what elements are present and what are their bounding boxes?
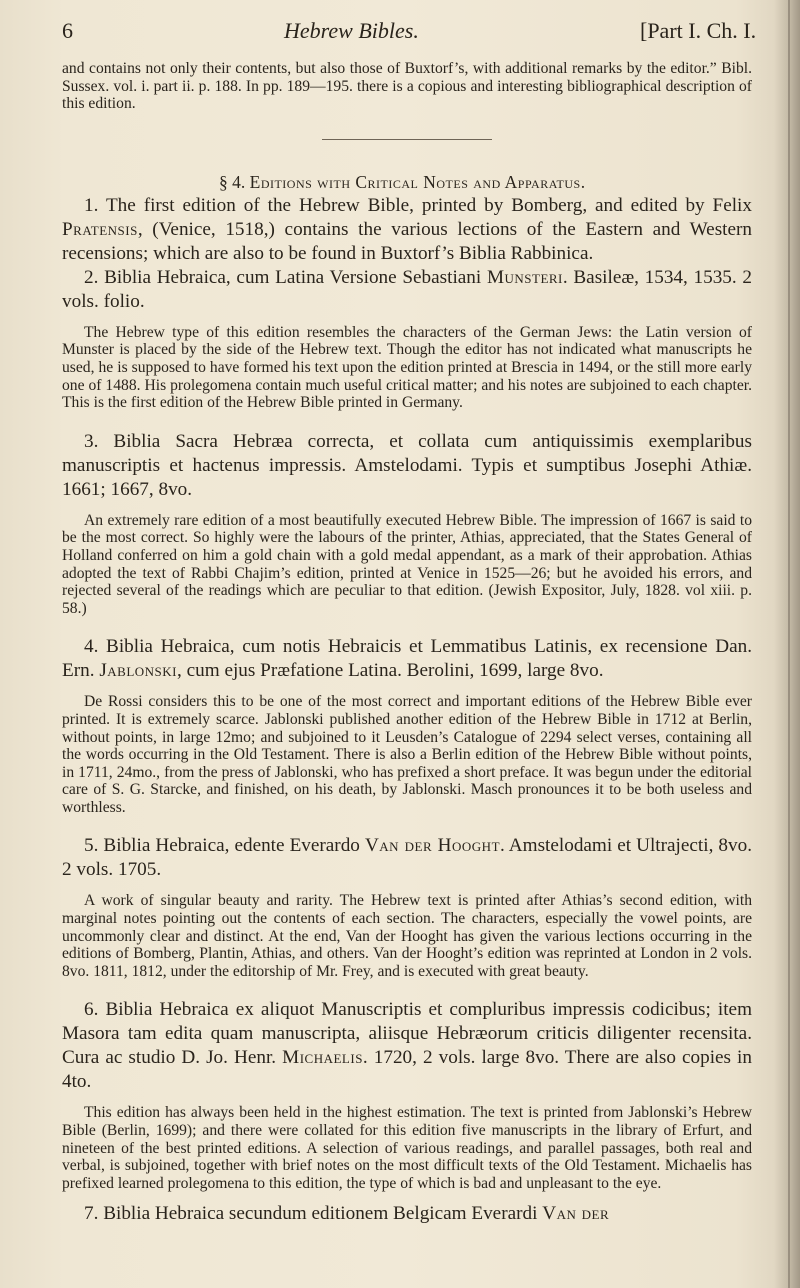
entry-7-title-text: 7. Biblia Hebraica secundum editionem Belgicam Everardi	[84, 1203, 543, 1225]
section-divider	[322, 139, 492, 140]
entry-7-editor: Van der	[542, 1203, 610, 1225]
section-number: § 4.	[219, 171, 246, 192]
entry-2-note: The Hebrew type of this edition resembles the characters of the German Jews: the Latin version of Munster is placed by the side of the Hebrew text. Though the editor has not indicated what manuscripts he used, he is supposed to have formed his text upon the edition printed at Brescia in 1494, or the still more early one of 1488. His prolegomena contain much useful critical matter; and his notes are subjoined to each chapter. This is the first edition of the Hebrew Bible printed in Germany.	[62, 323, 752, 412]
entry-4-note: De Rossi considers this to be one of the most correct and important editions of the Hebrew Bible ever printed. It is extremely scarce. Jablonski published another edition of the Hebrew Bible in 1712 at Berlin, without points, in large 12mo; and subjoined to it Leusden’s Catalogue of 2294 select verses, containing all the words occurring in the Old Testament. There is also a Berlin edition of the Hebrew Bible without points, in 1711, 24mo., from the press of Jablonski, who has prefixed a short preface. It was begun under the editorial care of S. G. Starcke, and finished, on his death, by Jablonski. Masch pronounces it to be both useless and worthless.	[62, 693, 752, 816]
intro-paragraph: and contains not only their contents, but also those of Buxtorf’s, with additional remarks by the editor.” Bibl. Sussex. vol. i. part ii. p. 188. In pp. 189—195. there is a copious and interesting bibliographical description of this edition.	[62, 60, 752, 113]
page-body	[62, 60, 752, 1226]
entry-5-editor: Van der Hooght	[364, 835, 501, 857]
page-number: 6	[62, 18, 73, 43]
entry-5-note: A work of singular beauty and rarity. The Hebrew text is printed after Athias’s second edition, with marginal notes pointing out the contents of each section. The characters, especially the vowel points, are uncommonly clear and distinct. At the end, Van der Hooght has given the various lections occurring in the editions of Bomberg, Plantin, Athias, and others. Van der Hooght’s edition was reprinted at London in 2 vols. 8vo. 1811, 1812, under the editorship of Mr. Frey, and is executed with great beauty.	[62, 892, 752, 980]
entry-1-title-text: 1. The first edition of the Hebrew Bible, printed by Bomberg, and edited by Felix	[84, 194, 752, 216]
entry-1-title-rest: , (Venice, 1518,) contains the various lections of the Eastern and Western recensions; which are also to be found in Buxtorf’s Biblia Rabbinica.	[62, 218, 752, 264]
entry-4-title-rest: , cum ejus Præfatione Latina. Berolini, 1699, large 8vo.	[177, 660, 604, 682]
entry-7-title	[62, 1202, 752, 1226]
entry-3-title	[62, 430, 752, 502]
spine-edge	[788, 0, 790, 1288]
entry-2-title	[62, 266, 752, 314]
entry-6-editor: Michaelis	[282, 1047, 363, 1069]
entry-4-title-text: 4. Biblia Hebraica, cum notis Hebraicis et Lemmatibus Latinis, ex recensione Dan. Ern.	[62, 636, 752, 682]
running-head	[62, 18, 762, 44]
entry-1-editor: Pratensis	[62, 218, 138, 240]
entry-5-title-rest: . Amstelodami et Ultrajecti, 8vo. 2 vols. 1705.	[62, 835, 752, 881]
entry-6-title	[62, 998, 752, 1094]
entry-6-note: This edition has always been held in the highest estimation. The text is printed from Jablonski’s Hebrew Bible (Berlin, 1699); and there were collated for this edition five manuscripts in the library of Erfurt, and nineteen of the best printed editions. A selection of various readings, and parallel passages, both real and verbal, is subjoined, together with brief notes on the most difficult texts of the Old Testament. Michaelis has prefixed learned prolegomena to this edition, the type of which is bad and unpleasant to the eye.	[62, 1104, 752, 1192]
entry-2-editor: Munsteri	[486, 266, 563, 288]
entry-2-title-text: 2. Biblia Hebraica, cum Latina Versione Sebastiani	[84, 266, 487, 288]
entry-3-note: An extremely rare edition of a most beautifully executed Hebrew Bible. The impression of 1667 is said to be the most correct. So highly were the labours of the printer, Athias, appreciated, that the States General of Holland conferred on him a gold chain with a gold medal appendant, as a mark of their approbation. Athias adopted the text of Rabbi Chajim’s edition, printed at Venice in 1525—26; but he avoided his errors, and rejected several of the readings which are peculiar to that edition. (Jewish Expositor, July, 1828. vol xiii. p. 58.)	[62, 511, 752, 617]
entry-5-title-text: 5. Biblia Hebraica, edente Everardo	[84, 835, 365, 857]
entry-4-editor: Jablonski	[99, 660, 178, 682]
entry-4-title	[62, 635, 752, 683]
section-title: Editions with Critical Notes and Apparatus.	[249, 171, 586, 192]
entry-6-title-text: 6. Biblia Hebraica ex aliquot Manuscriptis et compluribus impressis codicibus; item Masora tam edita quam manuscripta, aliisque Hebræorum criticis diligenter recensita. Cura ac studio D. Jo. Henr.	[62, 999, 752, 1069]
section-heading	[219, 170, 752, 194]
entry-2-title-rest: . Basileæ, 1534, 1535. 2 vols. folio.	[62, 266, 752, 312]
spine-shadow	[774, 0, 800, 1288]
entry-3-title-text: 3. Biblia Sacra Hebræa correcta, et collata cum antiquissimis exemplaribus manuscriptis et hactenus impressis. Amstelodami. Typis et sumptibus Josephi Athiæ. 1661; 1667, 8vo.	[62, 430, 752, 500]
running-title: Hebrew Bibles.	[284, 18, 419, 43]
part-chapter: [Part I. Ch. I.	[640, 18, 757, 43]
entry-5-title	[62, 834, 752, 882]
entry-6-title-rest: . 1720, 2 vols. large 8vo. There are also copies in 4to.	[62, 1047, 752, 1093]
entry-1-title	[62, 194, 752, 266]
